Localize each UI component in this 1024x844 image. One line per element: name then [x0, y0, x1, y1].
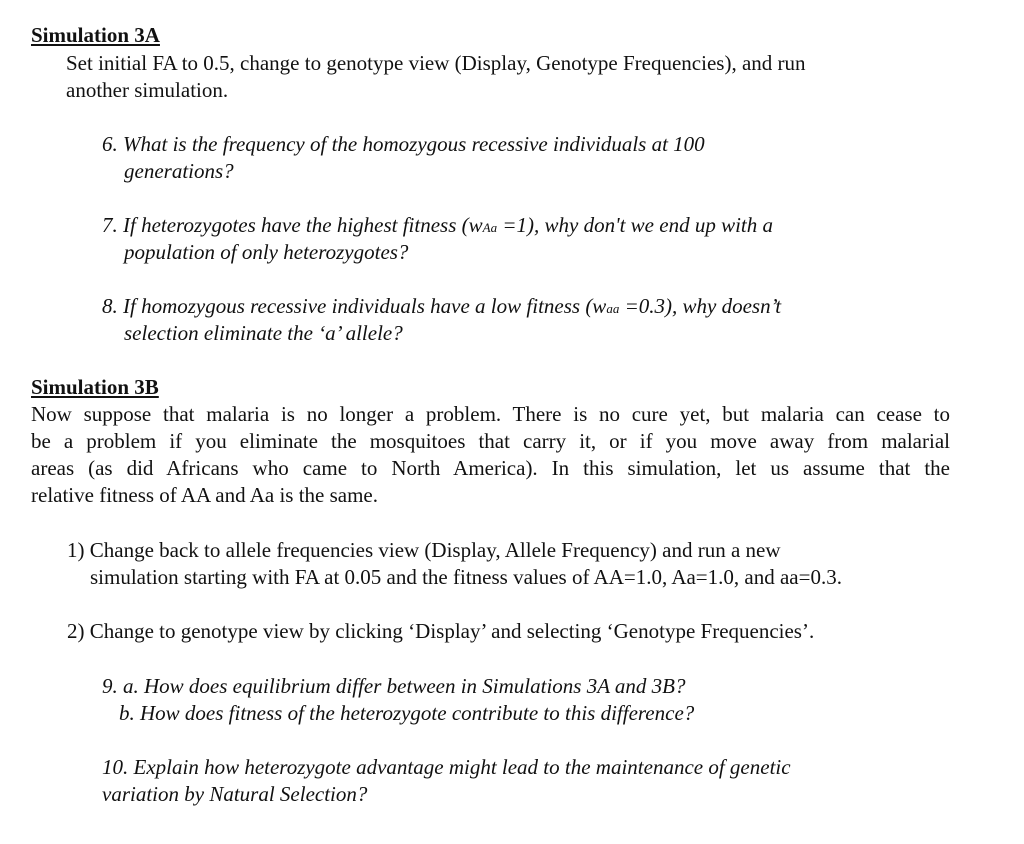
- sim3a-intro-line1: Set initial FA to 0.5, change to genotype view (Display, Genotype Frequencies), and run: [66, 51, 806, 75]
- sim3b-paragraph-line1: Now suppose that malaria is no longer a problem. There is no cure yet, but malaria can cease to: [31, 402, 950, 426]
- sim3b-paragraph-line2: be a problem if you eliminate the mosquitoes that carry it, or if you move away from malarial: [31, 429, 950, 453]
- step-2-line1: 2) Change to genotype view by clicking ‘Display’ and selecting ‘Genotype Frequencies’.: [67, 619, 815, 643]
- q7-subscript: Aa: [482, 220, 498, 235]
- question-10-line2: variation by Natural Selection?: [102, 782, 368, 806]
- question-8-text-line1: [123, 294, 781, 318]
- question-6-text-line1: What is the frequency of the homozygous recessive individuals at 100: [123, 132, 705, 156]
- question-6-text-line2: generations?: [124, 159, 234, 183]
- question-6: [102, 131, 705, 158]
- q7-text-a: If heterozygotes have the highest fitness (w: [123, 213, 483, 237]
- question-8: [102, 293, 781, 322]
- q8-subscript: aa: [606, 301, 620, 316]
- question-7: [102, 212, 773, 241]
- question-6-number: 6.: [102, 132, 118, 156]
- q8-text-a: If homozygous recessive individuals have a low fitness (w: [123, 294, 607, 318]
- step-1-line1: 1) Change back to allele frequencies view (Display, Allele Frequency) and run a new: [67, 538, 781, 562]
- sim3b-paragraph-line4: relative fitness of AA and Aa is the same.: [31, 483, 379, 507]
- question-10-line1: 10. Explain how heterozygote advantage might lead to the maintenance of genetic: [102, 755, 791, 779]
- simulation-3a-heading: Simulation 3A: [31, 23, 160, 47]
- question-7-text-line2: population of only heterozygotes?: [124, 240, 409, 264]
- q7-text-b: =1), why don't we end up with a: [497, 213, 774, 237]
- question-9a: 9. a. How does equilibrium differ between in Simulations 3A and 3B?: [102, 674, 686, 698]
- q8-text-b: =0.3), why doesn’t: [619, 294, 782, 318]
- question-8-text-line2: selection eliminate the ‘a’ allele?: [124, 321, 403, 345]
- question-7-text-line1: [123, 213, 773, 237]
- simulation-3b-heading: Simulation 3B: [31, 375, 159, 399]
- question-7-number: 7.: [102, 213, 118, 237]
- sim3b-paragraph-line3: areas (as did Africans who came to North America). In this simulation, let us assume that the: [31, 456, 950, 480]
- question-8-number: 8.: [102, 294, 118, 318]
- question-9b: b. How does fitness of the heterozygote contribute to this difference?: [119, 701, 695, 725]
- step-1-line2: simulation starting with FA at 0.05 and the fitness values of AA=1.0, Aa=1.0, and aa=0.3.: [90, 565, 842, 589]
- sim3a-intro-line2: another simulation.: [66, 78, 229, 102]
